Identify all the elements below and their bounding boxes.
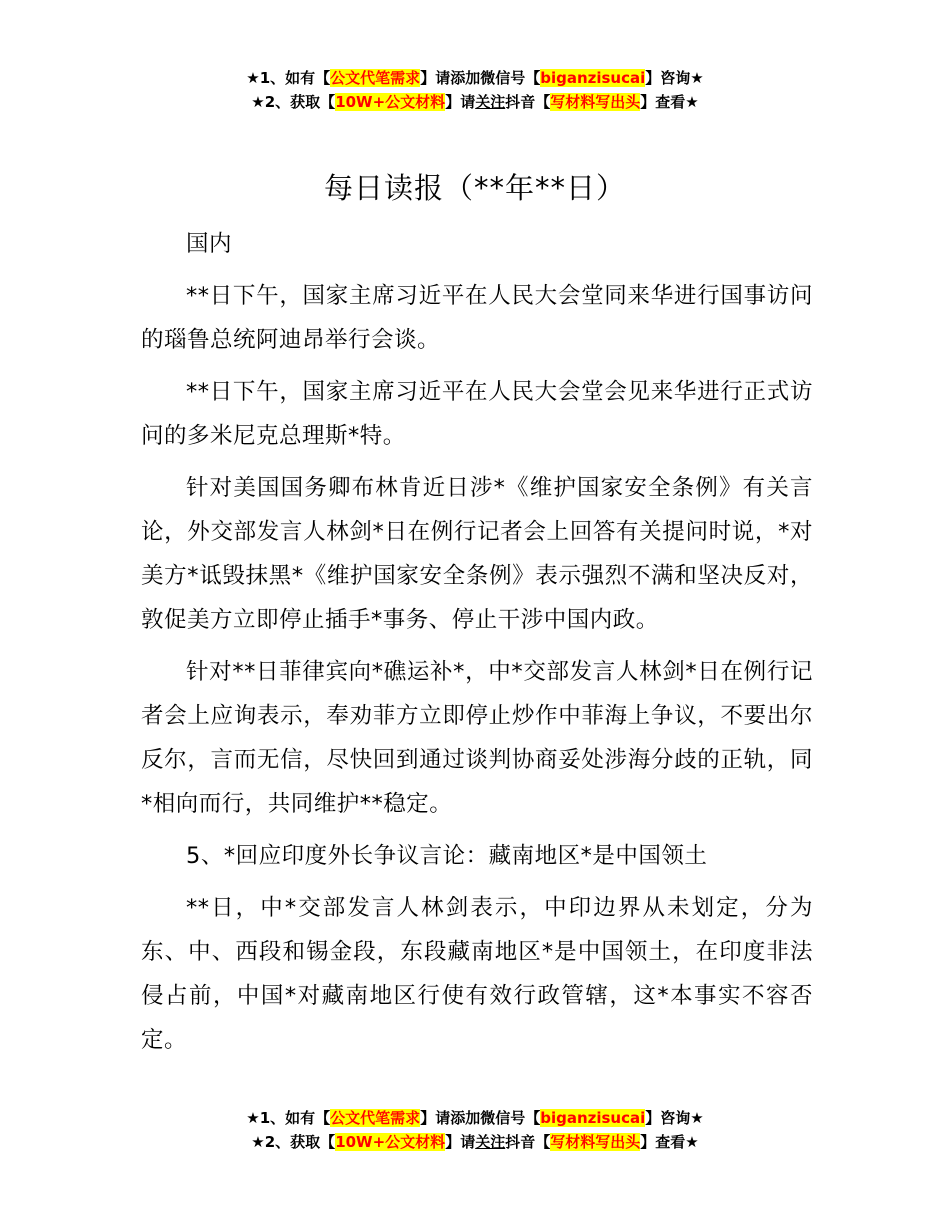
promo-line-2-suffix: 】查看★	[640, 1133, 699, 1151]
news-paragraph: **日下午，国家主席习近平在人民大会堂同来华进行国事访问的瑙鲁总统阿迪昂举行会谈。	[141, 283, 813, 353]
news-paragraph: 针对**日菲律宾向*礁运补*，中*交部发言人林剑*日在例行记者会上应询表示，奉劝菲方立即停止炒作中菲海上争议，不要出尔反尔，言而无信，尽快回到通过谈判协商妥处涉海分歧的正轨，同*相向而行，共同维护**稳定。	[141, 659, 813, 817]
promo-line-2-middle: 】请	[445, 1133, 476, 1151]
news-subheading: 5、*回应印度外长争议言论：藏南地区*是中国领土	[186, 843, 708, 869]
promo-highlight-service: 公文代笔需求	[330, 1109, 421, 1127]
promo-follow-underlined: 关注	[475, 93, 506, 111]
bottom-promo-banner	[0, 1106, 950, 1154]
promo-line-2-prefix: ★2、获取【	[251, 1133, 336, 1151]
promo-highlight-douyin-account: 写材料写出头	[550, 93, 641, 111]
document-body	[141, 222, 813, 1062]
promo-highlight-douyin-account: 写材料写出头	[550, 1133, 641, 1151]
promo-line-2	[0, 90, 950, 114]
promo-line-2-prefix: ★2、获取【	[251, 93, 336, 111]
promo-line-2-middle-2: 抖音【	[505, 1133, 551, 1151]
promo-line-1-prefix: ★1、如有【	[246, 69, 331, 87]
news-paragraph: **日，中*交部发言人林剑表示，中印边界从未划定，分为东、中、西段和锡金段，东段藏南地区*是中国领土，在印度非法侵占前，中国*对藏南地区行使有效行政管辖，这*本事实不容否定。	[141, 895, 813, 1053]
promo-line-1	[0, 66, 950, 90]
promo-line-2-suffix: 】查看★	[640, 93, 699, 111]
promo-highlight-wechat-id: biganzisucai	[540, 1109, 646, 1127]
promo-line-2-middle: 】请	[445, 93, 476, 111]
promo-line-2-middle-2: 抖音【	[505, 93, 551, 111]
promo-line-1	[0, 1106, 950, 1130]
promo-highlight-wechat-id: biganzisucai	[540, 69, 646, 87]
top-promo-banner	[0, 66, 950, 114]
promo-highlight-materials: 10W+公文材料	[335, 93, 446, 111]
news-paragraph: **日下午，国家主席习近平在人民大会堂会见来华进行正式访问的多米尼克总理斯*特。	[141, 379, 813, 449]
document-title: 每日读报（**年**日）	[323, 171, 626, 205]
news-paragraph: 针对美国国务卿布林肯近日涉*《维护国家安全条例》有关言论，外交部发言人林剑*日在例行记者会上回答有关提问时说，*对美方*诋毁抹黑*《维护国家安全条例》表示强烈不满和坚决反对，敦促美方立即停止插手*事务、停止干涉中国内政。	[141, 475, 813, 633]
section-heading-domestic: 国内	[186, 231, 233, 257]
promo-line-2	[0, 1130, 950, 1154]
promo-line-1-suffix: 】咨询★	[645, 1109, 704, 1127]
promo-highlight-service: 公文代笔需求	[330, 69, 421, 87]
promo-line-1-suffix: 】咨询★	[645, 69, 704, 87]
promo-line-1-middle: 】请添加微信号【	[420, 69, 541, 87]
promo-follow-underlined: 关注	[475, 1133, 506, 1151]
promo-line-1-prefix: ★1、如有【	[246, 1109, 331, 1127]
promo-highlight-materials: 10W+公文材料	[335, 1133, 446, 1151]
promo-line-1-middle: 】请添加微信号【	[420, 1109, 541, 1127]
